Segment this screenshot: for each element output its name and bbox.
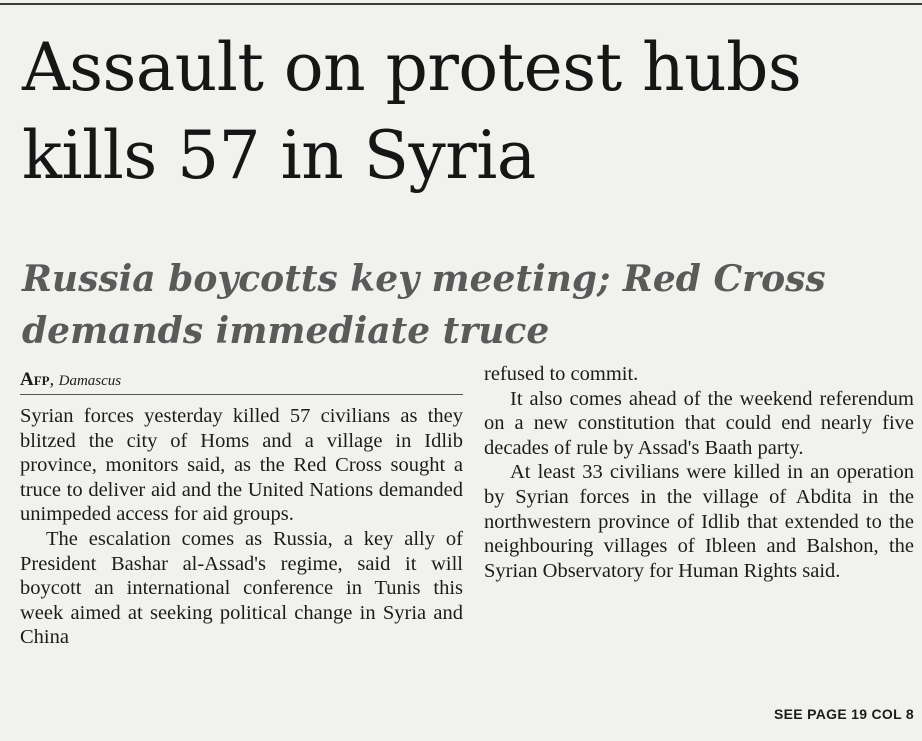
body-paragraph: It also comes ahead of the weekend referendum on a new constitution that could end nearly five decades of rule by Assad's Baath party. [484,387,914,459]
byline-agency: Afp [20,369,50,390]
byline-location: Damascus [58,373,122,389]
byline: Afp, Damascus [20,369,122,390]
byline-rule [20,394,463,395]
subheadline: Russia boycotts key meeting; Red Cross demands immediate truce [22,258,826,352]
body-paragraph: Syrian forces yesterday killed 57 civilians as they blitzed the city of Homs and a village in Idlib province, monitors said, as the Red Cross sought a truce to deliver aid and the United Nations demanded unimpeded access for aid groups. [20,405,463,526]
article-column-1 [20,404,463,650]
top-rule [0,3,922,5]
article-column-2 [484,362,914,583]
body-paragraph: At least 33 civilians were killed in an operation by Syrian forces in the village of Abdita in the northwestern province of Idlib that extended to the neighbouring villages of Ibleen and Balshon, the Syrian Observatory for Human Rights said. [484,461,914,582]
body-paragraph: refused to commit. [484,363,639,385]
headline: Assault on protest hubs kills 57 in Syria [22,29,802,194]
body-paragraph: The escalation comes as Russia, a key ally of President Bashar al-Assad's regime, said it will boycott an international conference in Tunis this week aimed at seeking political change in Syria and China [20,527,463,649]
continued-on-page: SEE PAGE 19 COL 8 [774,706,914,722]
